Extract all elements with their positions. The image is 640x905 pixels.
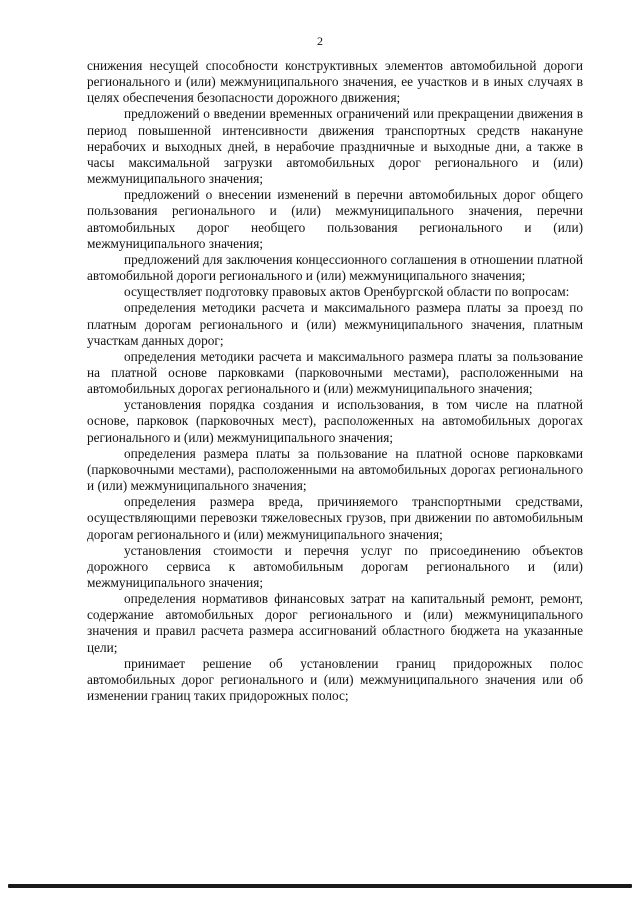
paragraph: предложений о внесении изменений в перечни автомобильных дорог общего пользования регионального и (или) межмуниципального значения, перечни автомобильных дорог необщего пользования регионального и (или) межмуниципального значения; bbox=[87, 187, 583, 251]
paragraph: определения нормативов финансовых затрат на капитальный ремонт, ремонт, содержание автомобильных дорог регионального и (или) межмуниципального значения и правил расчета размера ассигнований областного бюджета на указанные цели; bbox=[87, 591, 583, 655]
paragraph: определения размера платы за пользование на платной основе парковками (парковочными местами), расположенными на автомобильных дорогах регионального и (или) межмуниципального значения; bbox=[87, 445, 583, 494]
paragraph: определения размера вреда, причиняемого транспортными средствами, осуществляющими перевозки тяжеловесных грузов, при движении по автомобильным дорогам регионального и (или) межмуниципального значения; bbox=[87, 494, 583, 542]
paragraph: определения методики расчета и максимального размера платы за пользование на платной основе парковками (парковочными местами), расположенными на автомобильных дорогах регионального и (или) межмуниципального значения; bbox=[87, 348, 583, 397]
scan-bottom-edge bbox=[8, 884, 632, 888]
paragraph: осуществляет подготовку правовых актов Оренбургской области по вопросам: bbox=[124, 284, 570, 300]
paragraph-continuation: снижения несущей способности конструктивных элементов автомобильной дороги регионального и (или) межмуниципального значения, ее участков и в иных случаях в целях обеспечения безопасности дорожного движения; bbox=[87, 58, 583, 106]
paragraph: установления порядка создания и использования, в том числе на платной основе, парковок (парковочных мест), расположенных на автомобильных дорогах регионального и (или) межмуниципального значения; bbox=[87, 397, 583, 445]
paragraph: предложений для заключения концессионного соглашения в отношении платной автомобильной дороги регионального и (или) межмуниципального значения; bbox=[87, 251, 583, 284]
document-body bbox=[87, 58, 583, 704]
paragraph: принимает решение об установлении границ придорожных полос автомобильных дорог регионального и (или) межмуниципального значения или об изменении границ таких придорожных полос; bbox=[87, 655, 583, 704]
page-number: 2 bbox=[317, 34, 323, 48]
paragraph: установления стоимости и перечня услуг по присоединению объектов дорожного сервиса к автомобильным дорогам регионального и (или) межмуниципального значения; bbox=[87, 542, 583, 590]
paragraph: определения методики расчета и максимального размера платы за проезд по платным дорогам регионального и (или) межмуниципального значения, платным участкам данных дорог; bbox=[87, 300, 583, 348]
paragraph: предложений о введении временных ограничений или прекращении движения в период повышенной интенсивности движения транспортных средств накануне нерабочих и выходных дней, в нерабочие праздничные и выходные дни, а также в часы максимальной загрузки автомобильных дорог регионального и (или) межмуниципального значения; bbox=[87, 106, 583, 187]
